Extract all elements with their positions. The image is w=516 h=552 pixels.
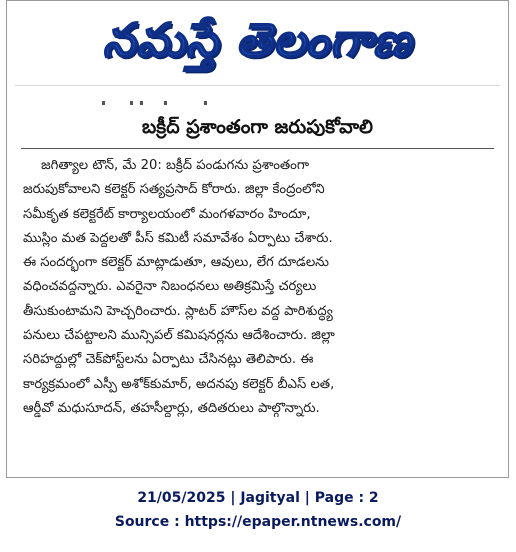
footer-date-line: 21/05/2025 | Jagityal | Page : 2 — [137, 490, 379, 506]
masthead — [7, 5, 508, 83]
article-line: వధించవద్దన్నారు. ఎవరైనా నిబంధనలు అతిక్రమిస్తే చర్యలు — [23, 279, 317, 295]
article-line: కార్యక్రమంలో ఎస్పీ అశోక్‌కుమార్, అదనపు కలెక్టర్ బీఎస్ లత, — [23, 376, 335, 392]
article-line: ఆర్డీవో మధుసూదన్, తహసీల్దార్లు, తదితరులు పాల్గొన్నారు. — [23, 400, 320, 416]
article-line: సమీకృత కలెక్టరేట్ కార్యాలయంలో మంగళవారం హిందూ, — [23, 206, 311, 222]
article-body — [23, 154, 493, 421]
article-line: జగిత్యాల టౌన్, మే 20: బక్రీద్ పండుగను ప్రశాంతంగా — [41, 158, 309, 173]
article-line: జరుపుకోవాలని కలెక్టర్ సత్యప్రసాద్ కోరారు. జిల్లా కేంద్రంలోని — [23, 182, 325, 198]
masthead-divider — [15, 85, 500, 86]
scan-artifact-marks — [102, 101, 222, 107]
masthead-title: నమస్తే తెలంగాణ — [102, 13, 413, 67]
newspaper-clipping — [6, 0, 509, 478]
article-line: సరిహద్దుల్లో చెక్‌పోస్ట్‌లను ఏర్పాటు చేసినట్లు తెలిపారు. ఈ — [23, 352, 314, 368]
article-line: ఈ సందర్భంగా కలెక్టర్ మాట్లాడుతూ, ఆవులు, లేగ దూడలను — [23, 255, 329, 271]
headline-divider — [21, 148, 494, 149]
article-line: పనులు చేపట్టాలని మున్సిపల్ కమిషనర్లను ఆదేశించారు. జిల్లా — [23, 328, 335, 344]
article-line: ముస్లిం మత పెద్దలతో పీస్ కమిటీ సమావేశం ఏర్పాటు చేశారు. — [23, 230, 333, 246]
footer-source-line: Source : https://epaper.ntnews.com/ — [114, 514, 402, 530]
article-line: తీసుకుంటామని హెచ్చరించారు. స్లాటర్ హౌస్‌ల వద్ద పారిశుద్ధ్య — [23, 303, 333, 319]
article-headline: బక్రీద్ ప్రశాంతంగా జరుపుకోవాలి — [142, 116, 373, 138]
